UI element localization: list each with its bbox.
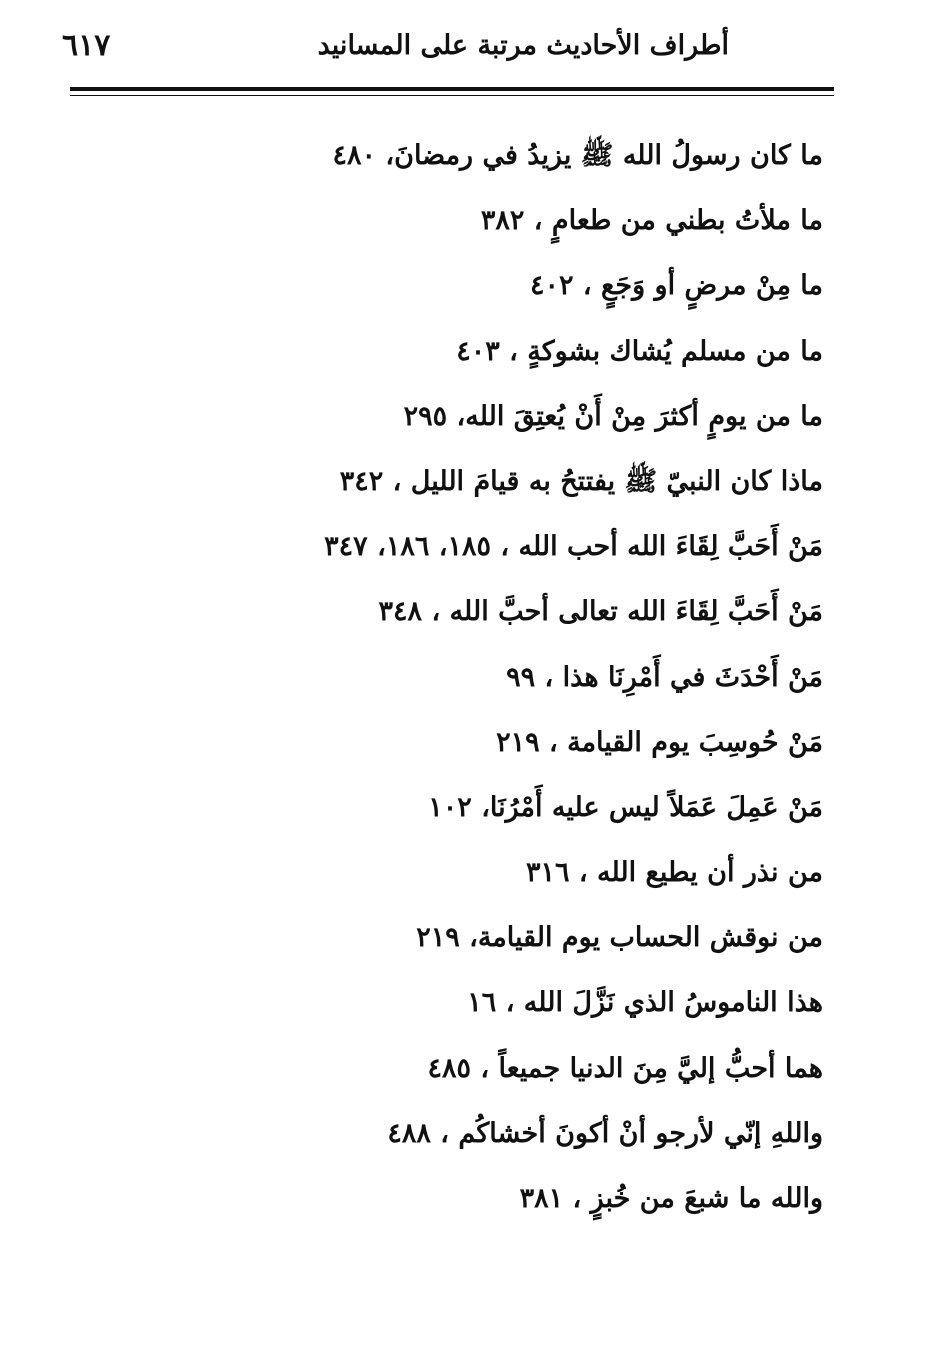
hadith-entry xyxy=(263,713,823,778)
hadith-entry xyxy=(263,1104,823,1169)
hadith-entry-text: مَنْ أَحَبَّ لِقَاءَ الله تعالى أحبَّ الله ، ٣٤٨ xyxy=(378,596,823,628)
hadith-entry xyxy=(263,582,823,647)
hadith-entry-text: هما أحبُّ إليَّ مِنَ الدنيا جميعاً ، ٤٨٥ xyxy=(427,1052,823,1084)
hadith-entry-text: ماذا كان النبيّ ﷺ يفتتحُ به قيامَ الليل ، ٣٤٢ xyxy=(339,465,823,497)
hadith-entry-text: هذا الناموسُ الذي نَزَّلَ الله ، ١٦ xyxy=(467,987,823,1019)
hadith-entry xyxy=(263,1039,823,1104)
hadith-entry xyxy=(263,452,823,517)
hadith-entry xyxy=(263,322,823,387)
header-rule-thick xyxy=(70,87,834,91)
hadith-entry xyxy=(263,517,823,582)
hadith-entry-text: من نوقش الحساب يوم القيامة، ٢١٩ xyxy=(416,922,823,954)
hadith-index-list xyxy=(263,126,823,1234)
header-rule-thin xyxy=(70,95,834,96)
hadith-entry xyxy=(263,973,823,1038)
hadith-entry xyxy=(263,256,823,321)
hadith-entry-text: مَنْ أَحَبَّ لِقَاءَ الله أحب الله ، ١٨٥، ١٨٦، ٣٤٧ xyxy=(324,531,823,563)
hadith-entry-text: ما من يومٍ أكثرَ مِنْ أَنْ يُعتِقَ الله، ٢٩٥ xyxy=(403,400,823,432)
hadith-entry xyxy=(263,1169,823,1234)
page-number: ٦١٧ xyxy=(62,28,111,63)
running-header-title: أطراف الأحاديث مرتبة على المسانيد xyxy=(317,30,729,61)
hadith-entry xyxy=(263,387,823,452)
hadith-entry xyxy=(263,648,823,713)
hadith-entry-text: من نذر أن يطيع الله ، ٣١٦ xyxy=(525,857,823,889)
hadith-entry xyxy=(263,191,823,256)
hadith-entry-text: مَنْ عَمِلَ عَمَلاً ليس عليه أَمْرُنَا، ١٠٢ xyxy=(428,791,823,823)
hadith-entry-text: مَنْ أَحْدَثَ في أَمْرِنَا هذا ، ٩٩ xyxy=(506,661,823,693)
hadith-entry xyxy=(263,778,823,843)
hadith-entry-text: والله ما شبعَ من خُبزٍ ، ٣٨١ xyxy=(519,1183,823,1214)
hadith-entry xyxy=(263,843,823,908)
hadith-entry-text: ما مِنْ مرضٍ أو وَجَعٍ ، ٤٠٢ xyxy=(530,270,823,302)
hadith-entry-text: واللهِ إنّي لأرجو أنْ أكونَ أخشاكُم ، ٤٨٨ xyxy=(387,1117,823,1149)
hadith-entry-text: ما من مسلم يُشاك بشوكةٍ ، ٤٠٣ xyxy=(456,335,823,367)
hadith-entry-text: ما كان رسولُ الله ﷺ يزيدُ في رمضانَ، ٤٨٠ xyxy=(332,140,823,171)
hadith-entry-text: ما ملأتُ بطني من طعامٍ ، ٣٨٢ xyxy=(480,205,823,237)
hadith-entry xyxy=(263,908,823,973)
hadith-entry xyxy=(263,126,823,191)
hadith-entry-text: مَنْ حُوسِبَ يوم القيامة ، ٢١٩ xyxy=(496,726,823,758)
